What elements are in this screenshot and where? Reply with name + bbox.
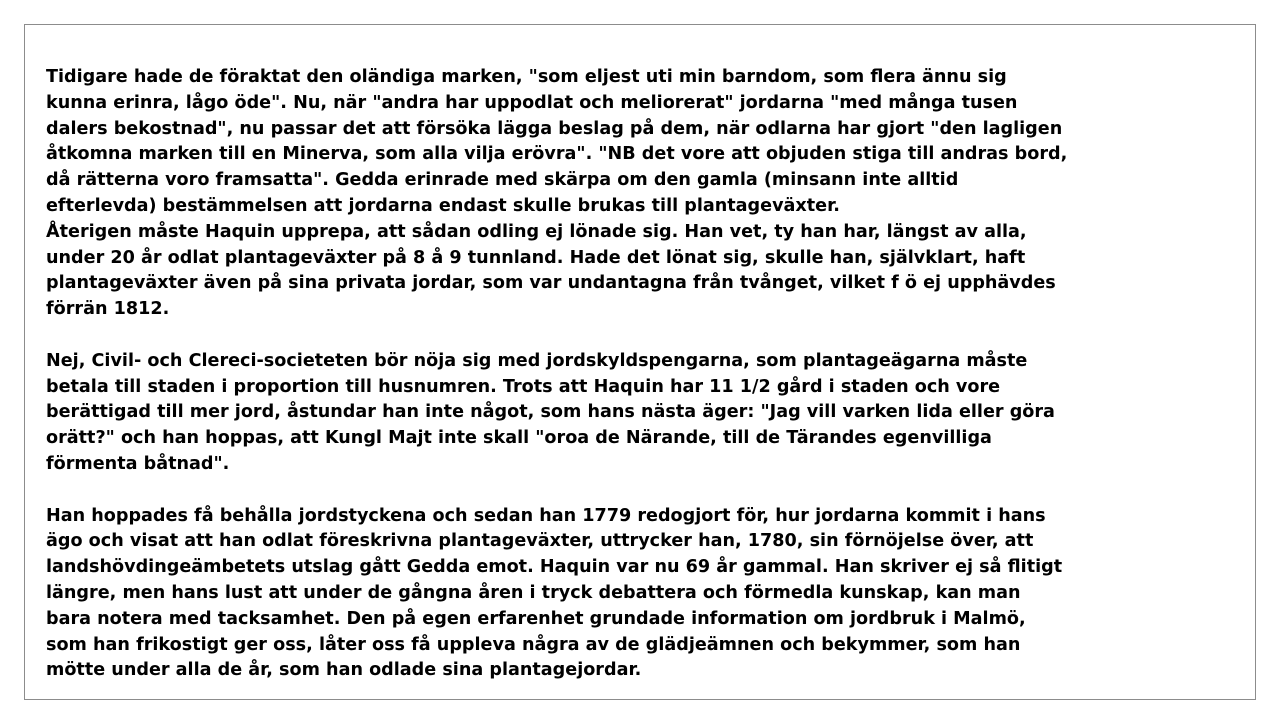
text-line: berättigad till mer jord, åstundar han inte något, som hans nästa äger: "Jag vill varken lida eller göra: [46, 402, 1055, 423]
text-line: Han hoppades få behålla jordstyckena och sedan han 1779 redogjort för, hur jordarna kommit i hans: [46, 505, 1046, 526]
text-line: orätt?" och han hoppas, att Kungl Majt inte skall "oroa de Närande, till de Tärandes egenvilliga: [46, 428, 992, 449]
text-line: efterlevda) bestämmelsen att jordarna endast skulle brukas till plantageväxter.: [46, 195, 840, 216]
text-line: förmenta båtnad".: [46, 453, 230, 474]
text-line: dalers bekostnad", nu passar det att försöka lägga beslag på dem, när odlarna har gjort "den lagligen: [46, 118, 1063, 139]
paragraph-gap: [46, 478, 1246, 504]
slide-frame: [24, 24, 1256, 700]
text-line: som han frikostigt ger oss, låter oss få uppleva några av de glädjeämnen och bekymmer, som han: [46, 634, 1021, 655]
text-line: längre, men hans lust att under de gångna åren i tryck debattera och förmedla kunskap, kan man: [46, 582, 1021, 603]
text-line: under 20 år odlat plantageväxter på 8 å 9 tunnland. Hade det lönat sig, skulle han, självklart, haft: [46, 247, 1026, 268]
text-line: Tidigare hade de föraktat den oländiga marken, "som eljest uti min barndom, som flera ännu sig: [46, 67, 1007, 87]
text-line: åtkomna marken till en Minerva, som alla vilja erövra". "NB det vore att objuden stiga till andras bord,: [46, 144, 1068, 165]
paragraph-3: [46, 349, 1246, 478]
text-line: landshövdingeämbetets utslag gått Gedda emot. Haquin var nu 69 år gammal. Han skriver ej så flitigt: [46, 557, 1063, 578]
paragraph-4: [46, 504, 1246, 685]
text-line: Återigen måste Haquin upprepa, att sådan odling ej lönade sig. Han vet, ty han har, längst av alla,: [46, 221, 1027, 242]
text-line: ägo och visat att han odlat föreskrivna plantageväxter, uttrycker han, 1780, sin förnöjelse över, att: [46, 531, 1034, 552]
text-line: betala till staden i proportion till husnumren. Trots att Haquin har 11 1/2 gård i staden och vore: [46, 376, 1001, 397]
text-line: plantageväxter även på sina privata jordar, som var undantagna från tvånget, vilket f ö ej upphävdes: [46, 273, 1056, 294]
text-line: kunna erinra, lågo öde". Nu, när "andra har uppodlat och meliorerat" jordarna "med många tusen: [46, 92, 1018, 113]
text-line: förrän 1812.: [46, 299, 170, 320]
paragraph-2: [46, 220, 1246, 323]
document-body: [46, 65, 1246, 684]
text-line: bara notera med tacksamhet. Den på egen erfarenhet grundade information om jordbruk i Malmö,: [46, 608, 1026, 629]
paragraph-1: [46, 65, 1246, 220]
text-line: Nej, Civil- och Clereci-societeten bör nöja sig med jordskyldspengarna, som plantageägarna måste: [46, 350, 1028, 371]
paragraph-gap: [46, 323, 1246, 349]
text-line: mötte under alla de år, som han odlade sina plantagejordar.: [46, 660, 642, 681]
text-line: då rätterna voro framsatta". Gedda erinrade med skärpa om den gamla (minsann inte alltid: [46, 170, 959, 191]
